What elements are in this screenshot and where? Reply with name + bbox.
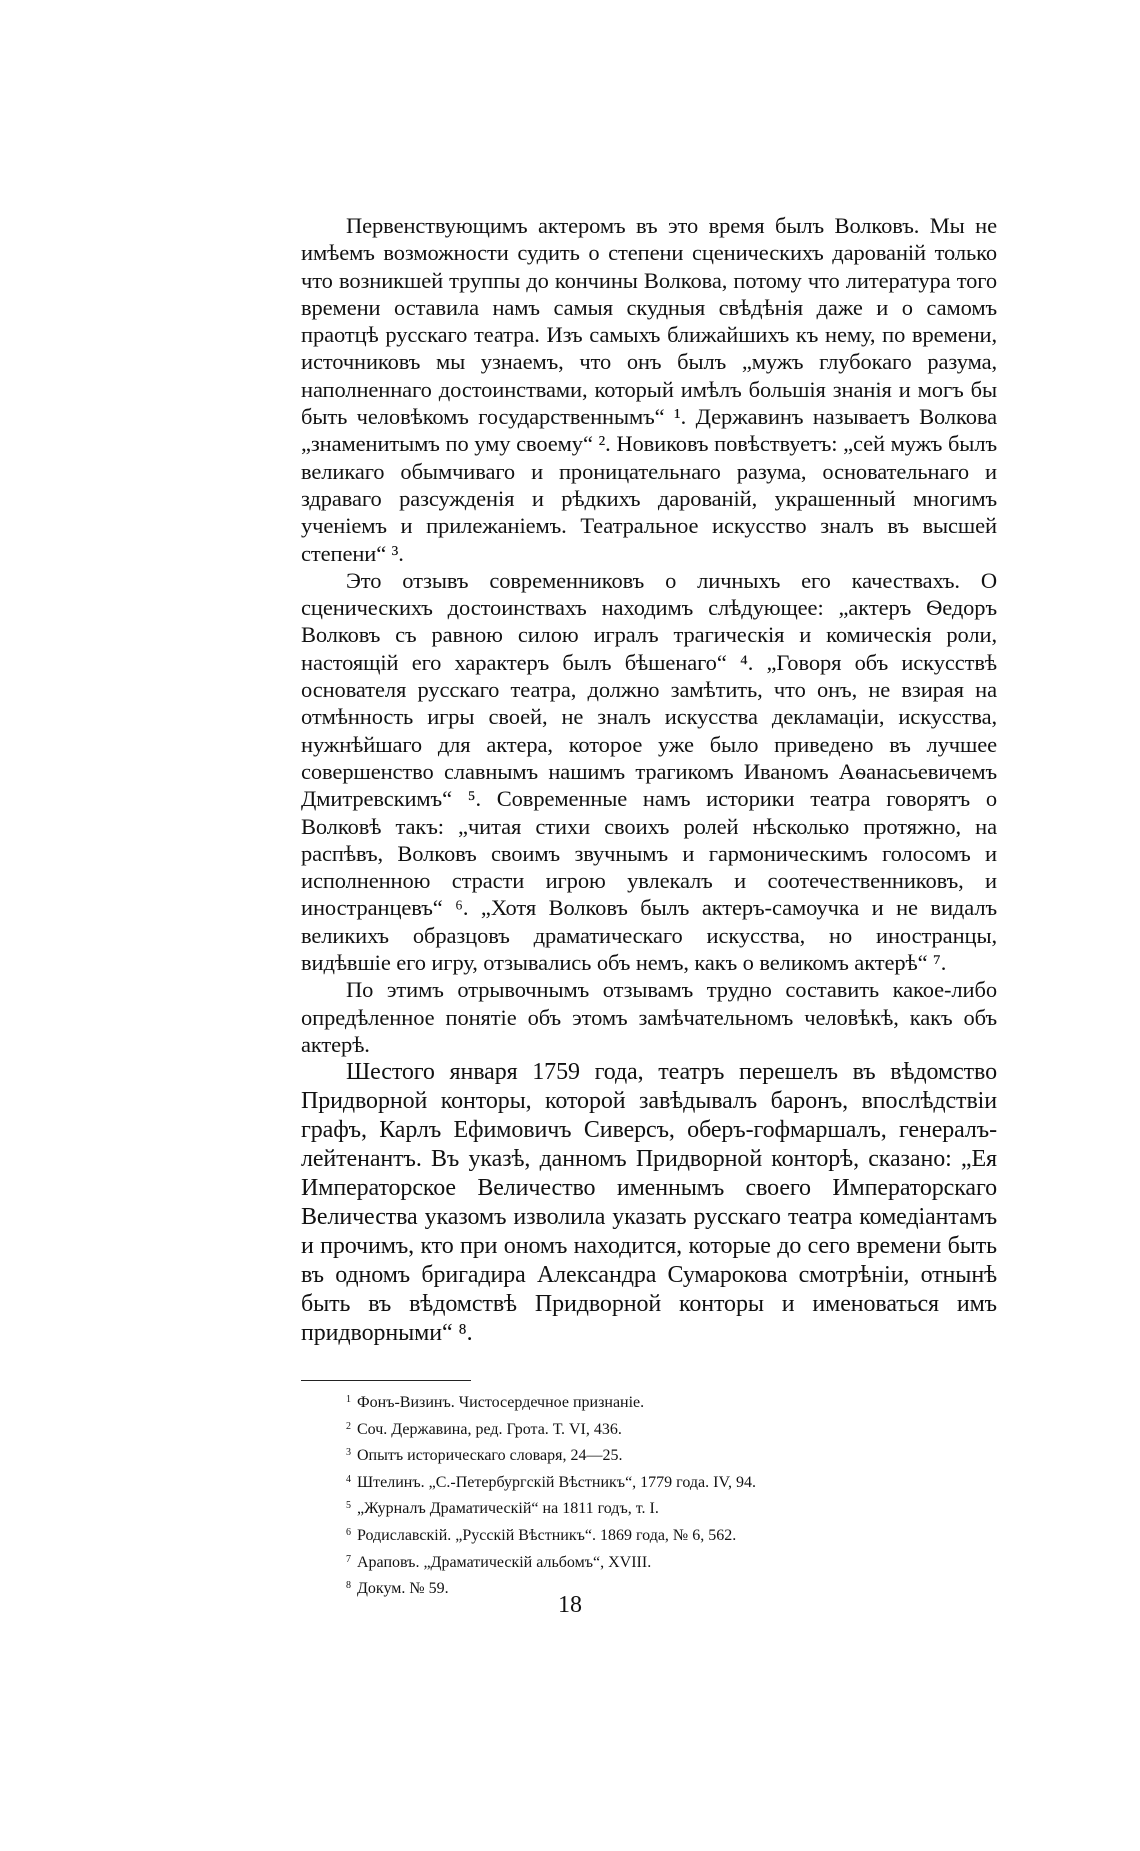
footnote-item bbox=[346, 1521, 946, 1548]
footnote-mark: 8 bbox=[346, 1580, 351, 1592]
footnote-text: Соч. Державина, ред. Грота. Т. VI, 436. bbox=[357, 1420, 622, 1438]
footnote-mark: 1 bbox=[346, 1394, 351, 1405]
footnote-text: Араповъ. „Драматическій альбомъ“, XVIII. bbox=[357, 1553, 652, 1571]
footnote-text: Родиславскій. „Русскій Вѣстникъ“. 1869 года, № 6, 562. bbox=[357, 1526, 737, 1544]
footnote-mark: 2 bbox=[346, 1420, 351, 1432]
footnote-divider bbox=[301, 1380, 471, 1381]
footnote-item bbox=[346, 1468, 946, 1495]
footnote-item bbox=[346, 1388, 946, 1415]
footnote-text: Докум. № 59. bbox=[357, 1580, 449, 1598]
footnote-item bbox=[346, 1441, 946, 1468]
footnote-mark: 4 bbox=[346, 1473, 351, 1485]
footnote-mark: 7 bbox=[346, 1553, 351, 1565]
footnotes-list bbox=[346, 1388, 946, 1601]
footnote-mark: 3 bbox=[346, 1447, 351, 1459]
paragraph-4: Шестого января 1759 года, театръ перешелъ въ вѣдомство Придворной конторы, которой завѣдывалъ баронъ, впослѣдствіи графъ, Карлъ Ефимовичъ Сиверсъ, оберъ-гофмаршалъ, генералъ-лейтенантъ. Въ указѣ, данномъ Придворной конторѣ, сказано: „Ея Императорское Величество именнымъ своего Императорскаго Величества указомъ изволила указать русскаго театра комедіантамъ и прочимъ, кто при ономъ находится, которые до сего времени быть въ одномъ бригадира Александра Сумарокова смотрѣніи, отнынѣ быть въ вѣдомствѣ Придворной конторы и именоваться имъ придворными“ ⁸. bbox=[301, 1059, 997, 1347]
footnote-text: „Журналъ Драматическій“ на 1811 годъ, т. I. bbox=[357, 1500, 659, 1518]
footnote-item bbox=[346, 1415, 946, 1442]
footnote-mark: 5 bbox=[346, 1500, 351, 1512]
footnote-text: Опытъ историческаго словаря, 24—25. bbox=[357, 1447, 623, 1465]
main-text bbox=[301, 212, 997, 1348]
footnote-text: Штелинъ. „С.-Петербургскій Вѣстникъ“, 1779 года. IV, 94. bbox=[357, 1473, 756, 1491]
paragraph-1: Первенствующимъ актеромъ въ это время былъ Волковъ. Мы не имѣемъ возможности судить о степени сценическихъ дарованій только что возникшей труппы до кончины Волкова, потому что литература того времени оставила намъ самыя скудныя свѣдѣнія даже и о самомъ праотцѣ русскаго театра. Изъ самыхъ ближайшихъ къ нему, по времени, источниковъ мы узнаемъ, что онъ былъ „мужъ глубокаго разума, наполненнаго достоинствами, который имѣлъ большія знанія и могъ бы быть человѣкомъ государственнымъ“ ¹. Державинъ называетъ Волкова „знаменитымъ по уму своему“ ². Новиковъ повѣствуетъ: „сей мужъ былъ великаго обымчиваго и проницательнаго разума, основательнаго и здраваго разсужденія и рѣдкихъ дарованій, украшенный многимъ ученіемъ и прилежаніемъ. Театральное искусство зналъ въ высшей степени“ ³. bbox=[301, 213, 997, 566]
footnote-item bbox=[346, 1548, 946, 1575]
page-number: 18 bbox=[558, 1592, 582, 1618]
paragraph-2: Это отзывъ современниковъ о личныхъ его качествахъ. О сценическихъ достоинствахъ находимъ слѣдующее: „актеръ Ѳедоръ Волковъ съ равною силою игралъ трагическія и комическія роли, настоящій его характеръ былъ бѣшенаго“ ⁴. „Говоря объ искусствѣ основателя русскаго театра, должно замѣтить, что онъ, не взирая на отмѣнность игры своей, не зналъ искусства декламаціи, искусства, нужнѣйшаго для актера, которое уже было приведено въ лучшее совершенство славнымъ нашимъ трагикомъ Иваномъ Аѳанасьевичемъ Дмитревскимъ“ ⁵. Современные намъ историки театра говорятъ о Волковѣ такъ: „читая стихи своихъ ролей нѣсколько протяжно, на распѣвъ, Волковъ своимъ звучнымъ и гармоническимъ голосомъ и исполненною страсти игрою увлекалъ и соотечественниковъ, и иностранцевъ“ ⁶. „Хотя Волковъ былъ актеръ-самоучка и не видалъ великихъ образцовъ драматическаго искусства, но иностранцы, видѣвшіе его игру, отзывались объ немъ, какъ о великомъ актерѣ“ ⁷. bbox=[301, 567, 997, 976]
footnote-item bbox=[346, 1494, 946, 1521]
paragraph-3: По этимъ отрывочнымъ отзывамъ трудно составить какое-либо опредѣленное понятіе объ этомъ замѣчательномъ человѣкѣ, какъ объ актерѣ. bbox=[301, 977, 997, 1057]
footnote-mark: 6 bbox=[346, 1526, 351, 1538]
footnote-text: Фонъ-Визинъ. Чистосердечное признаніе. bbox=[357, 1394, 645, 1411]
